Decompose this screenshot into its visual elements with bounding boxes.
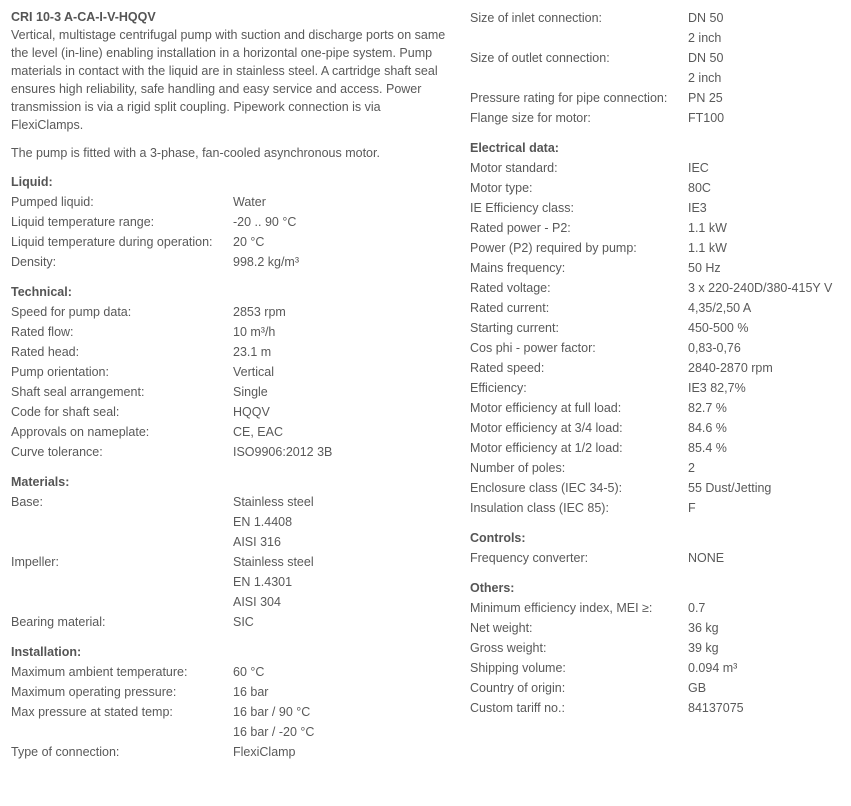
section-title-technical: Technical: <box>11 285 72 299</box>
section-title-controls: Controls: <box>470 531 526 545</box>
product-description: Vertical, multistage centrifugal pump with suction and discharge ports on same the level (in-line) enabling installation in a horizontal one-pipe system. Pump materials in contact with the liquid are in stainless steel. A cartridge shaft seal ensures high reliability, safe handling and easy service and access. Power transmission is via a rigid split coupling. Pipework connection is via FlexiClamps. <box>11 28 446 132</box>
spec-label: Flange size for motor: <box>470 111 591 125</box>
section-title-liquid: Liquid: <box>11 175 53 189</box>
spec-label: Efficiency: <box>470 381 527 395</box>
spec-label: Pump orientation: <box>11 365 109 379</box>
spec-value: SIC <box>233 615 254 629</box>
spec-label: Max pressure at stated temp: <box>11 705 173 719</box>
spec-row <box>11 232 451 252</box>
spec-value: 36 kg <box>688 621 719 635</box>
spec-value: 0.7 <box>688 601 706 615</box>
spec-value: 2 <box>688 461 695 475</box>
spec-label: Base: <box>11 495 43 509</box>
spec-label: Pumped liquid: <box>11 195 94 209</box>
spec-label: Motor standard: <box>470 161 558 175</box>
spec-value: AISI 316 <box>233 535 281 549</box>
spec-value: NONE <box>688 551 725 565</box>
spec-row <box>470 218 848 238</box>
spec-value: 23.1 m <box>233 345 272 359</box>
spec-value: 0.094 m³ <box>688 661 738 675</box>
others-section <box>470 598 848 718</box>
spec-value: 80C <box>688 181 711 195</box>
spec-row <box>11 722 451 742</box>
spec-row <box>470 8 848 28</box>
spec-row <box>470 258 848 278</box>
spec-row <box>470 638 848 658</box>
spec-label: Motor type: <box>470 181 533 195</box>
spec-row <box>11 682 451 702</box>
spec-label: Motor efficiency at 1/2 load: <box>470 441 623 455</box>
spec-row <box>470 458 848 478</box>
spec-row <box>11 702 451 722</box>
spec-value: FlexiClamp <box>233 745 296 759</box>
spec-value: 20 °C <box>233 235 265 249</box>
spec-row <box>470 238 848 258</box>
section-title-materials: Materials: <box>11 475 70 489</box>
spec-label: Power (P2) required by pump: <box>470 241 637 255</box>
spec-label: Pressure rating for pipe connection: <box>470 91 668 105</box>
installation-section <box>11 662 451 762</box>
spec-label: Impeller: <box>11 555 59 569</box>
spec-row <box>470 48 848 68</box>
materials-section <box>11 492 451 632</box>
spec-label: Net weight: <box>470 621 533 635</box>
spec-row <box>11 552 451 572</box>
spec-row <box>470 438 848 458</box>
controls-section <box>470 548 848 568</box>
spec-row <box>470 548 848 568</box>
spec-label: Rated current: <box>470 301 550 315</box>
spec-row <box>470 398 848 418</box>
spec-value: 84137075 <box>688 701 744 715</box>
spec-row <box>470 618 848 638</box>
spec-row <box>11 512 451 532</box>
spec-row <box>470 498 848 518</box>
spec-value: F <box>688 501 696 515</box>
spec-value: -20 .. 90 °C <box>233 215 297 229</box>
spec-label: Rated head: <box>11 345 80 359</box>
spec-row <box>11 422 451 442</box>
product-title: CRI 10-3 A-CA-I-V-HQQV <box>11 10 156 24</box>
spec-value: 82.7 % <box>688 401 727 415</box>
spec-label: Size of inlet connection: <box>470 11 603 25</box>
spec-row <box>470 678 848 698</box>
spec-label: Rated flow: <box>11 325 74 339</box>
spec-row <box>470 108 848 128</box>
spec-row <box>11 442 451 462</box>
spec-label: Maximum operating pressure: <box>11 685 177 699</box>
spec-label: Gross weight: <box>470 641 547 655</box>
spec-label: Speed for pump data: <box>11 305 132 319</box>
spec-value: EN 1.4301 <box>233 575 293 589</box>
spec-value: 50 Hz <box>688 261 721 275</box>
spec-row <box>11 212 451 232</box>
spec-value: 16 bar / -20 °C <box>233 725 315 739</box>
spec-row <box>470 698 848 718</box>
spec-value: 85.4 % <box>688 441 727 455</box>
spec-row <box>470 418 848 438</box>
left-column <box>11 8 451 762</box>
spec-row <box>470 358 848 378</box>
spec-row <box>11 572 451 592</box>
spec-value: ISO9906:2012 3B <box>233 445 333 459</box>
spec-label: Motor efficiency at 3/4 load: <box>470 421 623 435</box>
spec-value: 2853 rpm <box>233 305 286 319</box>
spec-value: 39 kg <box>688 641 719 655</box>
spec-value: EN 1.4408 <box>233 515 293 529</box>
spec-row <box>470 178 848 198</box>
spec-value: IE3 82,7% <box>688 381 746 395</box>
spec-value: Single <box>233 385 268 399</box>
spec-label: Minimum efficiency index, MEI ≥: <box>470 601 653 615</box>
spec-label: Code for shaft seal: <box>11 405 120 419</box>
spec-value: 1.1 kW <box>688 241 727 255</box>
spec-label: Liquid temperature range: <box>11 215 155 229</box>
spec-value: PN 25 <box>688 91 723 105</box>
spec-label: Enclosure class (IEC 34-5): <box>470 481 623 495</box>
spec-value: 4,35/2,50 A <box>688 301 752 315</box>
right-column <box>470 8 848 718</box>
spec-value: IEC <box>688 161 709 175</box>
section-title-electrical: Electrical data: <box>470 141 559 155</box>
spec-row <box>470 338 848 358</box>
spec-label: Insulation class (IEC 85): <box>470 501 609 515</box>
spec-label: Shaft seal arrangement: <box>11 385 145 399</box>
spec-value: 84.6 % <box>688 421 727 435</box>
spec-label: Country of origin: <box>470 681 566 695</box>
spec-row <box>470 68 848 88</box>
spec-value: 60 °C <box>233 665 265 679</box>
spec-value: DN 50 <box>688 51 724 65</box>
spec-label: Motor efficiency at full load: <box>470 401 622 415</box>
spec-value: CE, EAC <box>233 425 284 439</box>
spec-label: Type of connection: <box>11 745 120 759</box>
spec-row <box>470 318 848 338</box>
spec-value: Vertical <box>233 365 274 379</box>
spec-row <box>470 378 848 398</box>
spec-value: 0,83-0,76 <box>688 341 741 355</box>
spec-label: Bearing material: <box>11 615 106 629</box>
spec-label: Density: <box>11 255 57 269</box>
spec-value: 2 inch <box>688 31 722 45</box>
spec-row <box>11 342 451 362</box>
spec-label: Rated speed: <box>470 361 545 375</box>
spec-label: Mains frequency: <box>470 261 566 275</box>
spec-row <box>11 322 451 342</box>
spec-row <box>470 158 848 178</box>
spec-label: Number of poles: <box>470 461 566 475</box>
section-title-installation: Installation: <box>11 645 82 659</box>
spec-value: 1.1 kW <box>688 221 727 235</box>
spec-label: Liquid temperature during operation: <box>11 235 213 249</box>
motor-note: The pump is fitted with a 3-phase, fan-cooled asynchronous motor. <box>11 146 380 160</box>
spec-value: Stainless steel <box>233 555 314 569</box>
spec-value: 10 m³/h <box>233 325 276 339</box>
spec-row <box>11 612 451 632</box>
spec-row <box>470 478 848 498</box>
spec-row <box>11 302 451 322</box>
spec-label: Rated voltage: <box>470 281 551 295</box>
spec-row <box>11 662 451 682</box>
spec-value: 2840-2870 rpm <box>688 361 773 375</box>
spec-label: Custom tariff no.: <box>470 701 565 715</box>
spec-value: IE3 <box>688 201 707 215</box>
technical-section <box>11 302 451 462</box>
connections-section <box>470 8 848 128</box>
spec-value: HQQV <box>233 405 270 419</box>
spec-label: Cos phi - power factor: <box>470 341 596 355</box>
spec-value: GB <box>688 681 707 695</box>
spec-value: Stainless steel <box>233 495 314 509</box>
electrical-section <box>470 158 848 518</box>
spec-row <box>11 192 451 212</box>
spec-row <box>11 402 451 422</box>
section-title-others: Others: <box>470 581 515 595</box>
spec-row <box>11 362 451 382</box>
spec-value: 2 inch <box>688 71 722 85</box>
spec-label: IE Efficiency class: <box>470 201 574 215</box>
spec-row <box>11 532 451 552</box>
spec-label: Approvals on nameplate: <box>11 425 150 439</box>
spec-value: 450-500 % <box>688 321 749 335</box>
spec-value: AISI 304 <box>233 595 281 609</box>
spec-value: DN 50 <box>688 11 724 25</box>
spec-row <box>11 252 451 272</box>
spec-value: 3 x 220-240D/380-415Y V <box>688 281 833 295</box>
spec-label: Size of outlet connection: <box>470 51 610 65</box>
spec-label: Frequency converter: <box>470 551 589 565</box>
spec-row <box>11 742 451 762</box>
liquid-section <box>11 192 451 272</box>
spec-row <box>11 382 451 402</box>
spec-row <box>470 88 848 108</box>
spec-value: 16 bar / 90 °C <box>233 705 311 719</box>
spec-row <box>470 598 848 618</box>
spec-row <box>470 198 848 218</box>
spec-row <box>11 492 451 512</box>
spec-label: Rated power - P2: <box>470 221 571 235</box>
spec-row <box>470 278 848 298</box>
spec-row <box>11 592 451 612</box>
spec-label: Maximum ambient temperature: <box>11 665 188 679</box>
spec-value: Water <box>233 195 266 209</box>
spec-value: 998.2 kg/m³ <box>233 255 300 269</box>
spec-row <box>470 298 848 318</box>
spec-row <box>470 28 848 48</box>
spec-value: 16 bar <box>233 685 269 699</box>
spec-label: Curve tolerance: <box>11 445 103 459</box>
spec-value: 55 Dust/Jetting <box>688 481 772 495</box>
spec-label: Starting current: <box>470 321 559 335</box>
spec-label: Shipping volume: <box>470 661 566 675</box>
spec-value: FT100 <box>688 111 725 125</box>
spec-row <box>470 658 848 678</box>
